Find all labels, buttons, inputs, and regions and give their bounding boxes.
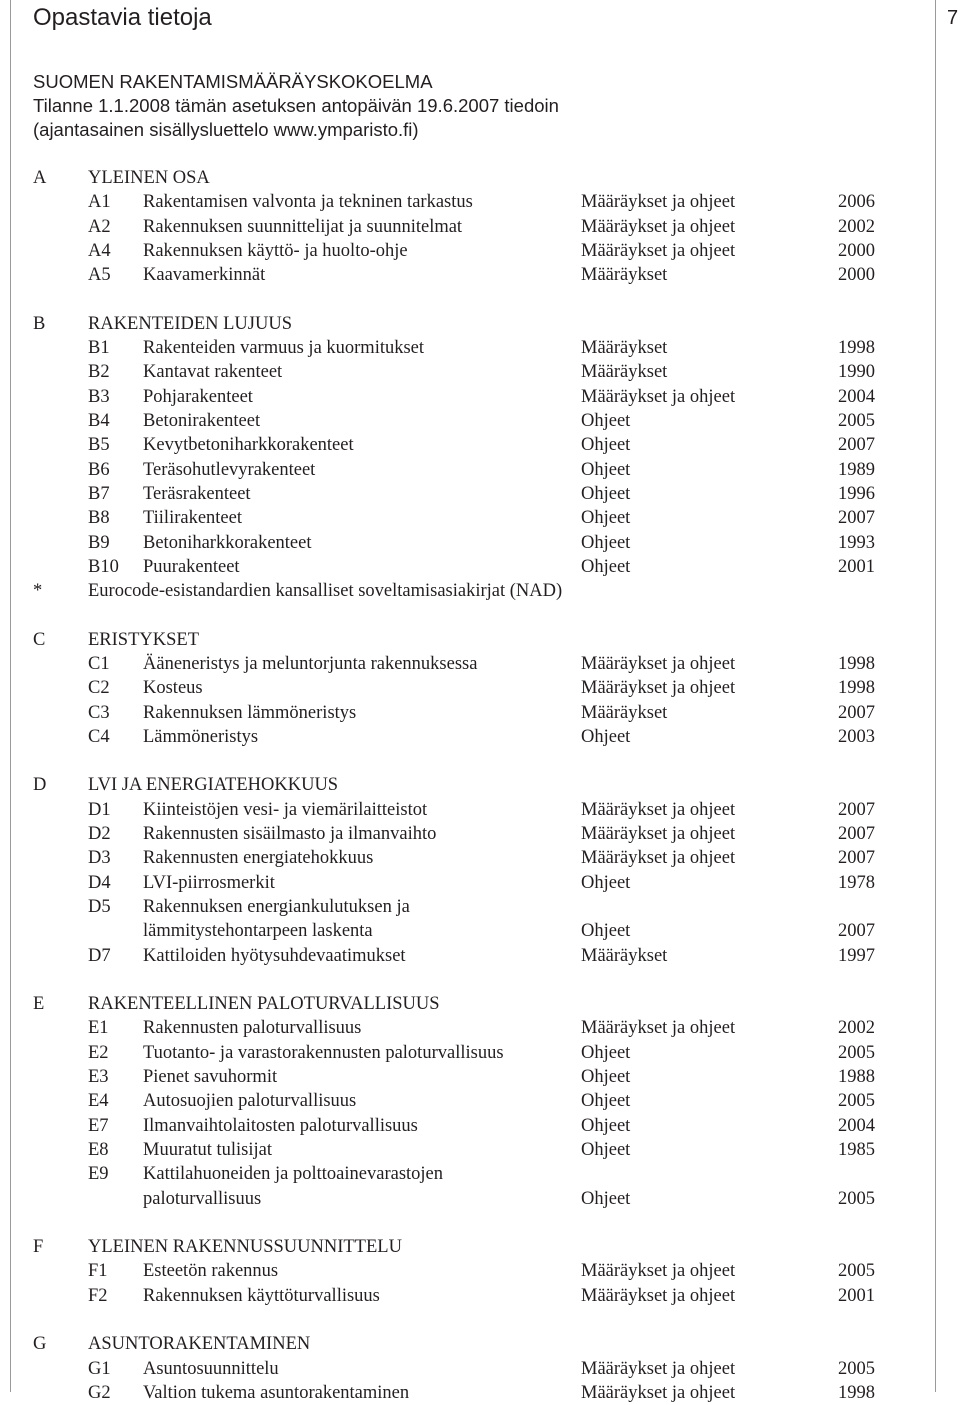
regulation-year: 1988 — [838, 1067, 875, 1087]
regulation-type: Ohjeet — [581, 1140, 631, 1160]
section-letter: F — [33, 1237, 44, 1257]
regulation-year: 2007 — [838, 703, 875, 723]
regulation-title: Rakentamisen valvonta ja tekninen tarkastus — [143, 192, 473, 212]
section-heading: YLEINEN RAKENNUSSUUNNITTELU — [88, 1237, 402, 1257]
regulation-year: 2007 — [838, 824, 875, 844]
regulation-row — [0, 385, 935, 409]
section-letter: D — [33, 775, 47, 795]
regulation-title-continued: paloturvallisuus — [143, 1189, 262, 1209]
section-heading-row — [0, 773, 935, 797]
regulation-row — [0, 1357, 935, 1381]
regulation-year: 2005 — [838, 1261, 875, 1281]
regulation-code: E9 — [88, 1164, 109, 1184]
regulation-row — [0, 360, 935, 384]
regulation-code: F2 — [88, 1286, 108, 1306]
regulation-year: 1998 — [838, 338, 875, 358]
regulation-type: Määräykset ja ohjeet — [581, 217, 736, 237]
intro-collection-name: SUOMEN RAKENTAMISMÄÄRÄYSKOKOELMA — [33, 71, 433, 92]
regulation-type: Ohjeet — [581, 1091, 631, 1111]
regulation-type: Ohjeet — [581, 1189, 631, 1209]
regulation-code: C2 — [88, 678, 110, 698]
regulation-code: B1 — [88, 338, 110, 358]
regulation-row — [0, 652, 935, 676]
section-letter: B — [33, 314, 46, 334]
regulation-type: Ohjeet — [581, 921, 631, 941]
regulation-row — [0, 944, 935, 968]
regulation-year: 1998 — [838, 654, 875, 674]
section-heading-row — [0, 1332, 935, 1356]
regulation-type: Määräykset — [581, 946, 668, 966]
regulation-code: F1 — [88, 1261, 108, 1281]
regulation-row — [0, 1138, 935, 1162]
page-title: Opastavia tietoja — [33, 4, 212, 31]
right-margin-rule — [935, 0, 936, 1392]
regulation-year: 2000 — [838, 265, 875, 285]
regulation-type: Määräykset — [581, 703, 668, 723]
regulation-row — [0, 506, 935, 530]
footnote-marker: * — [33, 581, 43, 601]
regulation-code: C1 — [88, 654, 110, 674]
regulation-type: Ohjeet — [581, 508, 631, 528]
intro-status-line: Tilanne 1.1.2008 tämän asetuksen antopäivän 19.6.2007 tiedoin — [33, 95, 559, 116]
regulation-code: B7 — [88, 484, 110, 504]
regulation-row — [0, 263, 935, 287]
regulation-type: Ohjeet — [581, 873, 631, 893]
regulation-title: Teräsrakenteet — [143, 484, 251, 504]
regulation-title: Rakennuksen käyttö- ja huolto-ohje — [143, 241, 408, 261]
regulation-code: D3 — [88, 848, 111, 868]
regulation-type: Määräykset ja ohjeet — [581, 824, 736, 844]
regulation-code: B3 — [88, 387, 110, 407]
regulation-row — [0, 190, 935, 214]
regulation-row — [0, 1381, 935, 1405]
regulation-row — [0, 531, 935, 555]
regulation-year: 2002 — [838, 217, 875, 237]
regulation-type: Ohjeet — [581, 727, 631, 747]
regulation-code: B4 — [88, 411, 110, 431]
regulation-year: 1996 — [838, 484, 875, 504]
regulation-row — [0, 822, 935, 846]
regulation-row — [0, 433, 935, 457]
regulation-type: Määräykset ja ohjeet — [581, 1018, 736, 1038]
regulation-type: Määräykset ja ohjeet — [581, 241, 736, 261]
regulation-title: Betoniharkkorakenteet — [143, 533, 312, 553]
section-heading-row — [0, 628, 935, 652]
regulation-row-continuation — [0, 1187, 935, 1211]
regulation-title: Valtion tukema asuntorakentaminen — [143, 1383, 410, 1403]
footnote-row — [0, 579, 935, 603]
regulation-year: 2002 — [838, 1018, 875, 1038]
section-heading: LVI JA ENERGIATEHOKKUUS — [88, 775, 339, 795]
regulation-row — [0, 676, 935, 700]
regulation-code: B2 — [88, 362, 110, 382]
regulation-row — [0, 215, 935, 239]
regulation-row — [0, 1284, 935, 1308]
regulation-title: Rakennusten energiatehokkuus — [143, 848, 374, 868]
regulation-type: Määräykset — [581, 362, 668, 382]
regulation-row — [0, 798, 935, 822]
regulation-type: Määräykset ja ohjeet — [581, 192, 736, 212]
regulation-code: B10 — [88, 557, 119, 577]
regulation-code: B8 — [88, 508, 110, 528]
regulation-row — [0, 555, 935, 579]
regulation-row — [0, 1259, 935, 1283]
regulation-type: Ohjeet — [581, 435, 631, 455]
section-heading-row — [0, 166, 935, 190]
regulation-type: Ohjeet — [581, 533, 631, 553]
regulation-row — [0, 1114, 935, 1138]
regulation-title: Kattilahuoneiden ja polttoainevarastojen — [143, 1164, 444, 1184]
regulation-year: 2007 — [838, 435, 875, 455]
regulation-title-continued: lämmitystehontarpeen laskenta — [143, 921, 373, 941]
regulation-code: E7 — [88, 1116, 109, 1136]
regulation-code: E8 — [88, 1140, 109, 1160]
regulation-code: D2 — [88, 824, 111, 844]
regulation-row — [0, 409, 935, 433]
regulation-type: Ohjeet — [581, 484, 631, 504]
regulation-year: 2005 — [838, 1189, 875, 1209]
regulation-row — [0, 725, 935, 749]
regulation-title: Rakennusten paloturvallisuus — [143, 1018, 362, 1038]
regulation-type: Ohjeet — [581, 1116, 631, 1136]
regulation-title: LVI-piirrosmerkit — [143, 873, 275, 893]
regulation-year: 2005 — [838, 1359, 875, 1379]
regulation-row — [0, 239, 935, 263]
regulation-type: Määräykset ja ohjeet — [581, 1359, 736, 1379]
footnote-text: Eurocode-esistandardien kansalliset soveltamisasiakirjat (NAD) — [88, 581, 563, 601]
section-letter: E — [33, 994, 45, 1014]
regulation-row — [0, 482, 935, 506]
regulation-title: Kiinteistöjen vesi- ja viemärilaitteistot — [143, 800, 428, 820]
regulation-code: B6 — [88, 460, 110, 480]
regulation-year: 2006 — [838, 192, 875, 212]
section-heading: YLEINEN OSA — [88, 168, 210, 188]
regulation-year: 1989 — [838, 460, 875, 480]
regulation-year: 1998 — [838, 1383, 875, 1403]
regulation-row — [0, 846, 935, 870]
regulation-year: 2003 — [838, 727, 875, 747]
regulation-type: Ohjeet — [581, 557, 631, 577]
regulation-year: 2007 — [838, 800, 875, 820]
regulation-code: G1 — [88, 1359, 111, 1379]
regulation-code: A1 — [88, 192, 111, 212]
regulation-year: 1978 — [838, 873, 875, 893]
regulation-code: E4 — [88, 1091, 109, 1111]
regulation-code: C3 — [88, 703, 110, 723]
regulation-type: Määräykset ja ohjeet — [581, 1286, 736, 1306]
section-heading: RAKENTEELLINEN PALOTURVALLISUUS — [88, 994, 440, 1014]
regulation-year: 1998 — [838, 678, 875, 698]
regulation-code: G2 — [88, 1383, 111, 1403]
regulation-type: Määräykset ja ohjeet — [581, 848, 736, 868]
regulation-type: Määräykset ja ohjeet — [581, 654, 736, 674]
regulation-row-continuation — [0, 919, 935, 943]
regulation-code: D1 — [88, 800, 111, 820]
section-heading: ASUNTORAKENTAMINEN — [88, 1334, 311, 1354]
regulation-row — [0, 1041, 935, 1065]
regulation-row — [0, 1162, 935, 1186]
intro-reference-line: (ajantasainen sisällysluettelo www.ymparisto.fi) — [33, 119, 419, 140]
regulation-title: Rakennusten sisäilmasto ja ilmanvaihto — [143, 824, 437, 844]
regulation-year: 1993 — [838, 533, 875, 553]
regulation-code: A4 — [88, 241, 111, 261]
regulation-title: Kosteus — [143, 678, 203, 698]
regulation-title: Lämmöneristys — [143, 727, 259, 747]
regulation-type: Määräykset ja ohjeet — [581, 387, 736, 407]
regulation-title: Rakennuksen energiankulutuksen ja — [143, 897, 410, 917]
regulation-type: Määräykset — [581, 338, 668, 358]
regulation-code: D4 — [88, 873, 111, 893]
section-letter: A — [33, 168, 47, 188]
regulation-type: Määräykset — [581, 265, 668, 285]
regulation-title: Ääneneristys ja meluntorjunta rakennuksessa — [143, 654, 478, 674]
regulation-title: Kaavamerkinnät — [143, 265, 266, 285]
regulation-year: 2004 — [838, 1116, 875, 1136]
regulation-title: Pohjarakenteet — [143, 387, 253, 407]
regulation-row — [0, 1089, 935, 1113]
regulation-row — [0, 1016, 935, 1040]
section-heading: ERISTYKSET — [88, 630, 199, 650]
regulation-type: Määräykset ja ohjeet — [581, 800, 736, 820]
regulation-title: Muuratut tulisijat — [143, 1140, 272, 1160]
regulation-type: Määräykset ja ohjeet — [581, 678, 736, 698]
section-letter: C — [33, 630, 46, 650]
regulation-code: B5 — [88, 435, 110, 455]
regulation-code: D7 — [88, 946, 111, 966]
regulation-type: Ohjeet — [581, 1043, 631, 1063]
regulation-row — [0, 336, 935, 360]
regulation-code: E1 — [88, 1018, 109, 1038]
regulation-code: E2 — [88, 1043, 109, 1063]
regulation-year: 2005 — [838, 411, 875, 431]
regulation-title: Kevytbetoniharkkorakenteet — [143, 435, 354, 455]
regulation-code: E3 — [88, 1067, 109, 1087]
regulation-code: C4 — [88, 727, 110, 747]
page-number: 7 — [947, 7, 959, 29]
regulation-type: Määräykset ja ohjeet — [581, 1383, 736, 1403]
regulation-row — [0, 895, 935, 919]
regulation-year: 2005 — [838, 1091, 875, 1111]
regulation-row — [0, 701, 935, 725]
regulation-row — [0, 458, 935, 482]
regulation-code: A5 — [88, 265, 111, 285]
regulation-title: Rakenteiden varmuus ja kuormitukset — [143, 338, 425, 358]
regulation-type: Määräykset ja ohjeet — [581, 1261, 736, 1281]
regulation-type: Ohjeet — [581, 460, 631, 480]
regulation-row — [0, 871, 935, 895]
regulation-title: Rakennuksen käyttöturvallisuus — [143, 1286, 380, 1306]
regulation-title: Pienet savuhormit — [143, 1067, 278, 1087]
regulation-code: D5 — [88, 897, 111, 917]
regulation-year: 2001 — [838, 1286, 875, 1306]
section-letter: G — [33, 1334, 47, 1354]
regulation-title: Ilmanvaihtolaitosten paloturvallisuus — [143, 1116, 418, 1136]
regulation-title: Kattiloiden hyötysuhdevaatimukset — [143, 946, 406, 966]
regulation-title: Teräsohutlevyrakenteet — [143, 460, 316, 480]
regulation-title: Betonirakenteet — [143, 411, 261, 431]
section-heading: RAKENTEIDEN LUJUUS — [88, 314, 292, 334]
regulation-title: Rakennuksen lämmöneristys — [143, 703, 357, 723]
regulation-title: Tuotanto- ja varastorakennusten paloturvallisuus — [143, 1043, 504, 1063]
regulation-year: 2007 — [838, 921, 875, 941]
regulation-type: Ohjeet — [581, 411, 631, 431]
regulation-year: 2007 — [838, 848, 875, 868]
regulation-year: 1997 — [838, 946, 875, 966]
regulation-year: 1985 — [838, 1140, 875, 1160]
regulation-year: 2007 — [838, 508, 875, 528]
regulation-year: 2005 — [838, 1043, 875, 1063]
regulation-code: A2 — [88, 217, 111, 237]
regulation-title: Autosuojien paloturvallisuus — [143, 1091, 357, 1111]
regulation-year: 2004 — [838, 387, 875, 407]
regulation-year: 2000 — [838, 241, 875, 261]
regulation-year: 2001 — [838, 557, 875, 577]
regulation-type: Ohjeet — [581, 1067, 631, 1087]
section-heading-row — [0, 1235, 935, 1259]
regulation-title: Asuntosuunnittelu — [143, 1359, 279, 1379]
section-heading-row — [0, 992, 935, 1016]
regulation-title: Rakennuksen suunnittelijat ja suunnitelmat — [143, 217, 463, 237]
regulation-title: Kantavat rakenteet — [143, 362, 283, 382]
regulation-year: 1990 — [838, 362, 875, 382]
regulation-title: Tiilirakenteet — [143, 508, 242, 528]
regulation-title: Esteetön rakennus — [143, 1261, 279, 1281]
regulation-title: Puurakenteet — [143, 557, 240, 577]
regulation-code: B9 — [88, 533, 110, 553]
regulation-row — [0, 1065, 935, 1089]
section-heading-row — [0, 312, 935, 336]
